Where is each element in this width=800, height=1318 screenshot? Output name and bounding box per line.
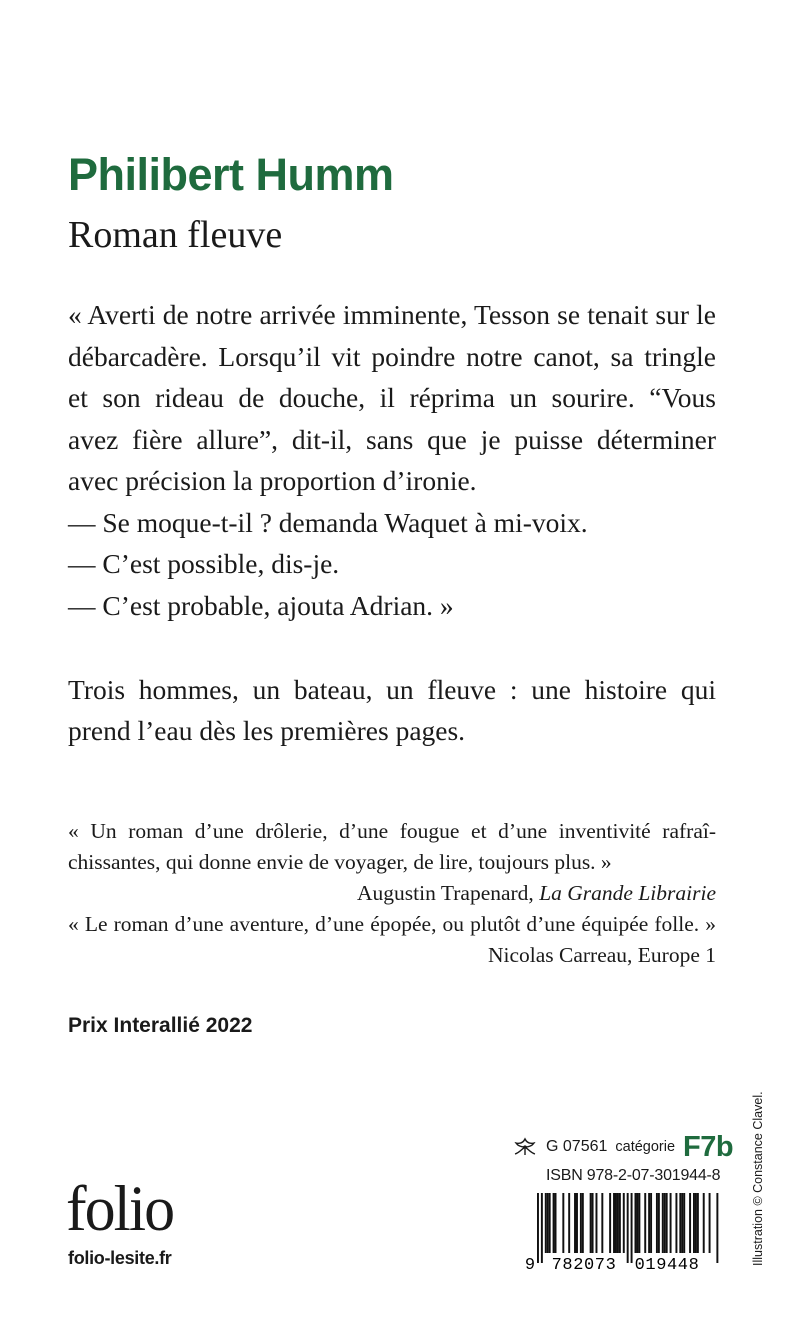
blurb-line: Trois hommes, un bateau, un fleuve : une histoire qui: [68, 674, 716, 705]
barcode: [523, 1193, 719, 1273]
barcode-bar: [644, 1193, 646, 1253]
barcode-bar: [681, 1193, 683, 1253]
quote-attribution: [68, 878, 716, 909]
barcode-bar: [537, 1193, 539, 1263]
barcode-bar: [580, 1193, 582, 1253]
barcode-bar: [619, 1193, 621, 1253]
excerpt-line: avez fière allure”, dit-il, sans que je puisse déterminer: [68, 423, 716, 455]
barcode-bar: [683, 1193, 685, 1253]
folio-ornament-icon: [512, 1137, 538, 1157]
barcode-bar: [582, 1193, 584, 1253]
excerpt-line: débarcadère. Lorsqu’il vit poindre notre canot, sa tringle: [68, 340, 716, 372]
illustration-credit: Illustration © Constance Clavel.: [751, 1091, 765, 1266]
category-label: catégorie: [615, 1139, 676, 1155]
blurb-line: prend l’eau dès les premières pages.: [68, 715, 466, 746]
quote-line: chissantes, qui donne envie de voyager, de lire, toujours plus. »: [68, 850, 612, 874]
barcode-bar: [601, 1193, 603, 1253]
barcode-bar: [662, 1193, 664, 1253]
barcode-bar: [562, 1193, 564, 1253]
barcode-bar: [574, 1193, 576, 1253]
barcode-bar: [716, 1193, 718, 1263]
barcode-bar: [549, 1193, 551, 1253]
barcode-bar: [709, 1193, 711, 1253]
barcode-bar: [623, 1193, 625, 1253]
excerpt-line: — C’est possible, dis-je.: [68, 548, 340, 579]
barcode-bar: [636, 1193, 638, 1253]
barcode-bar: [609, 1193, 611, 1253]
barcode-bar: [656, 1193, 658, 1253]
excerpt-line: — Se moque-t-il ? demanda Waquet à mi-voix.: [68, 506, 588, 538]
prize-label: Prix Interallié 2022: [68, 1014, 253, 1037]
folio-logo: folio: [66, 1173, 174, 1245]
excerpt-line: — C’est probable, ajouta Adrian. »: [68, 589, 454, 621]
barcode-bar: [670, 1193, 672, 1253]
barcode-right-digits: 019448: [634, 1256, 700, 1273]
isbn: ISBN 978-2-07-301944-8: [546, 1167, 721, 1184]
barcode-bar: [635, 1193, 637, 1253]
quote-line: « Un roman d’une drôlerie, d’une fougue et d’une inventivité rafraî-: [68, 819, 716, 843]
barcode-bar: [568, 1193, 570, 1253]
excerpt: [68, 294, 716, 626]
barcode-bars: [537, 1193, 719, 1263]
blurb: [68, 669, 716, 751]
press-quote: [68, 909, 716, 971]
barcode-bar: [590, 1193, 592, 1253]
catalog-code: G 07561: [546, 1138, 608, 1155]
barcode-bar: [555, 1193, 557, 1253]
barcode-bar: [689, 1193, 691, 1253]
barcode-bar: [697, 1193, 699, 1253]
barcode-bar: [703, 1193, 705, 1253]
barcode-bar: [547, 1193, 549, 1253]
barcode-left-digits: 782073: [551, 1256, 617, 1273]
excerpt-line: « Averti de notre arrivée imminente, Tesson se tenait sur le: [68, 299, 716, 330]
barcode-bar: [541, 1193, 543, 1263]
barcode-bar: [638, 1193, 640, 1253]
barcode-bar: [666, 1193, 668, 1253]
barcode-bar: [648, 1193, 650, 1253]
excerpt-line: et son rideau de douche, il réprima un sourire. “Vous: [68, 382, 716, 413]
barcode-bar: [695, 1193, 697, 1253]
barcode-bar: [576, 1193, 578, 1253]
barcode-first-digit: 9: [524, 1256, 536, 1273]
excerpt-line: avec précision la proportion d’ironie.: [68, 465, 477, 496]
barcode-bar: [631, 1193, 633, 1263]
barcode-bar: [592, 1193, 594, 1253]
barcode-bar: [679, 1193, 681, 1253]
barcode-bar: [553, 1193, 555, 1253]
press-quote: [68, 816, 716, 909]
barcode-bar: [596, 1193, 598, 1253]
barcode-bar: [664, 1193, 666, 1253]
barcode-bar: [675, 1193, 677, 1253]
barcode-bar: [615, 1193, 617, 1253]
barcode-bar: [650, 1193, 652, 1253]
publisher-website: folio-lesite.fr: [68, 1248, 172, 1268]
barcode-bar: [627, 1193, 629, 1263]
quote-attribution: Nicolas Carreau, Europe 1: [487, 943, 716, 967]
barcode-bar: [693, 1193, 695, 1253]
catalog-line: [512, 1132, 733, 1162]
quote-line: « Le roman d’une aventure, d’une épopée, ou plutôt d’une équipée folle. »: [68, 912, 716, 936]
author-name: Philibert Humm: [68, 149, 394, 200]
barcode-bar: [617, 1193, 619, 1253]
barcode-bar: [545, 1193, 547, 1253]
barcode-bar: [658, 1193, 660, 1253]
attribution-source: La Grande Librairie: [539, 881, 716, 905]
category-code: F7b: [683, 1130, 734, 1163]
book-title: Roman fleuve: [68, 214, 283, 256]
barcode-bar: [613, 1193, 615, 1253]
attribution-name: Augustin Trapenard,: [357, 881, 540, 905]
